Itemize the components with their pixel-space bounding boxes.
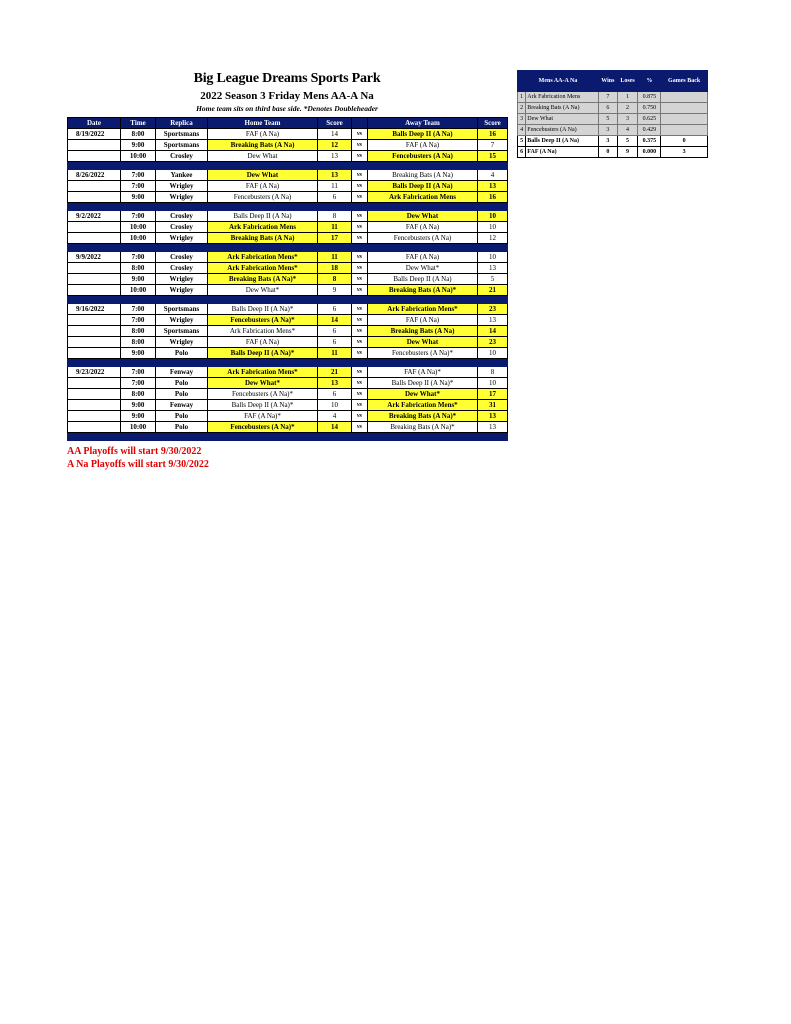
home-score-cell: 21 — [318, 367, 352, 378]
home-score-cell: 13 — [318, 151, 352, 162]
away-team-cell: Breaking Bats (A Na) — [368, 326, 478, 337]
away-team-cell: Dew What* — [368, 263, 478, 274]
table-row — [68, 411, 508, 422]
team-cell: FAF (A Na) — [526, 147, 599, 158]
home-team-cell: Ark Fabrication Mens* — [208, 326, 318, 337]
time-cell: 10:00 — [121, 422, 156, 433]
date-cell — [68, 400, 121, 411]
field-cell: Crosley — [156, 252, 208, 263]
home-team-cell: Balls Deep II (A Na)* — [208, 304, 318, 315]
col-header-away-score: Score — [478, 118, 508, 129]
time-cell: 10:00 — [121, 151, 156, 162]
week-separator — [68, 433, 508, 441]
separator-cell — [68, 244, 508, 252]
away-score-cell: 10 — [478, 348, 508, 359]
table-row — [68, 367, 508, 378]
team-cell: Balls Deep II (A Na) — [526, 136, 599, 147]
standings-header-loses: Loses — [617, 71, 638, 92]
away-team-cell: Fencebusters (A Na)* — [368, 348, 478, 359]
date-cell: 9/23/2022 — [68, 367, 121, 378]
vs-cell: vs — [352, 181, 368, 192]
table-row — [68, 140, 508, 151]
table-row — [68, 274, 508, 285]
field-cell: Polo — [156, 411, 208, 422]
home-team-cell: Fencebusters (A Na)* — [208, 315, 318, 326]
col-header-time: Time — [121, 118, 156, 129]
away-score-cell: 4 — [478, 170, 508, 181]
games-back-cell — [661, 103, 708, 114]
page-subtitle: 2022 Season 3 Friday Mens AA-A Na — [200, 90, 374, 102]
home-team-cell: Breaking Bats (A Na) — [208, 233, 318, 244]
date-cell — [68, 151, 121, 162]
col-header-date: Date — [68, 118, 121, 129]
home-score-cell: 17 — [318, 233, 352, 244]
pct-cell: 0.875 — [638, 92, 661, 103]
date-cell — [68, 181, 121, 192]
vs-cell: vs — [352, 400, 368, 411]
col-header-vs — [352, 118, 368, 129]
field-cell: Wrigley — [156, 285, 208, 296]
home-team-cell: Balls Deep II (A Na)* — [208, 400, 318, 411]
away-team-cell: Balls Deep II (A Na) — [368, 181, 478, 192]
col-header-home-score: Score — [318, 118, 352, 129]
separator-cell — [68, 433, 508, 441]
away-team-cell: Fencebusters (A Na) — [368, 151, 478, 162]
separator-cell — [68, 359, 508, 367]
date-cell: 8/19/2022 — [68, 129, 121, 140]
time-cell: 8:00 — [121, 129, 156, 140]
date-cell — [68, 378, 121, 389]
time-cell: 8:00 — [121, 389, 156, 400]
home-score-cell: 11 — [318, 348, 352, 359]
away-score-cell: 10 — [478, 211, 508, 222]
wins-cell: 7 — [598, 92, 617, 103]
loses-cell: 9 — [617, 147, 638, 158]
away-team-cell: Ark Fabrication Mens — [368, 192, 478, 203]
vs-cell: vs — [352, 233, 368, 244]
standings-row — [518, 136, 708, 147]
table-row — [68, 129, 508, 140]
standings-header-games-back: Games Back — [661, 71, 708, 92]
away-score-cell: 13 — [478, 181, 508, 192]
week-separator — [68, 162, 508, 170]
playoff-note-aa: AA Playoffs will start 9/30/2022 — [67, 446, 202, 457]
table-row — [68, 181, 508, 192]
away-score-cell: 5 — [478, 274, 508, 285]
away-score-cell: 16 — [478, 192, 508, 203]
field-cell: Wrigley — [156, 181, 208, 192]
field-cell: Fenway — [156, 367, 208, 378]
field-cell: Sportsmans — [156, 140, 208, 151]
date-cell — [68, 263, 121, 274]
separator-cell — [68, 296, 508, 304]
home-score-cell: 8 — [318, 274, 352, 285]
vs-cell: vs — [352, 378, 368, 389]
date-cell — [68, 326, 121, 337]
home-score-cell: 14 — [318, 129, 352, 140]
field-cell: Crosley — [156, 151, 208, 162]
pct-cell: 0.625 — [638, 114, 661, 125]
home-team-cell: Ark Fabrication Mens* — [208, 263, 318, 274]
away-team-cell: Fencebusters (A Na) — [368, 233, 478, 244]
rank-cell: 5 — [518, 136, 526, 147]
vs-cell: vs — [352, 140, 368, 151]
pct-cell: 0.429 — [638, 125, 661, 136]
standings-row — [518, 147, 708, 158]
home-team-cell: FAF (A Na) — [208, 181, 318, 192]
vs-cell: vs — [352, 252, 368, 263]
col-header-home-team: Home Team — [208, 118, 318, 129]
time-cell: 10:00 — [121, 222, 156, 233]
away-team-cell: Ark Fabrication Mens* — [368, 400, 478, 411]
away-score-cell: 16 — [478, 129, 508, 140]
time-cell: 9:00 — [121, 411, 156, 422]
home-team-cell: Fencebusters (A Na)* — [208, 422, 318, 433]
home-team-cell: FAF (A Na) — [208, 337, 318, 348]
away-team-cell: FAF (A Na) — [368, 140, 478, 151]
table-row — [68, 233, 508, 244]
home-team-cell: Dew What — [208, 170, 318, 181]
away-team-cell: Breaking Bats (A Na)* — [368, 422, 478, 433]
time-cell: 7:00 — [121, 211, 156, 222]
field-cell: Crosley — [156, 211, 208, 222]
home-team-cell: Dew What* — [208, 285, 318, 296]
col-header-away-team: Away Team — [368, 118, 478, 129]
away-score-cell: 10 — [478, 222, 508, 233]
date-cell: 8/26/2022 — [68, 170, 121, 181]
away-score-cell: 13 — [478, 263, 508, 274]
home-team-cell: FAF (A Na)* — [208, 411, 318, 422]
week-separator — [68, 296, 508, 304]
wins-cell: 3 — [598, 125, 617, 136]
vs-cell: vs — [352, 389, 368, 400]
schedule-header-row — [68, 118, 508, 129]
field-cell: Wrigley — [156, 315, 208, 326]
vs-cell: vs — [352, 151, 368, 162]
rank-cell: 4 — [518, 125, 526, 136]
home-team-cell: Ark Fabrication Mens* — [208, 367, 318, 378]
vs-cell: vs — [352, 326, 368, 337]
pct-cell: 0.000 — [638, 147, 661, 158]
table-row — [68, 285, 508, 296]
loses-cell: 2 — [617, 103, 638, 114]
date-cell: 9/9/2022 — [68, 252, 121, 263]
field-cell: Polo — [156, 378, 208, 389]
date-cell — [68, 285, 121, 296]
home-score-cell: 6 — [318, 304, 352, 315]
home-score-cell: 14 — [318, 315, 352, 326]
away-team-cell: Breaking Bats (A Na)* — [368, 411, 478, 422]
loses-cell: 5 — [617, 136, 638, 147]
home-team-cell: Breaking Bats (A Na)* — [208, 274, 318, 285]
home-score-cell: 13 — [318, 170, 352, 181]
time-cell: 9:00 — [121, 192, 156, 203]
date-cell — [68, 274, 121, 285]
vs-cell: vs — [352, 367, 368, 378]
schedule-table — [67, 117, 508, 441]
date-cell — [68, 337, 121, 348]
week-separator — [68, 244, 508, 252]
home-score-cell: 11 — [318, 222, 352, 233]
wins-cell: 5 — [598, 114, 617, 125]
wins-cell: 0 — [598, 147, 617, 158]
home-score-cell: 8 — [318, 211, 352, 222]
away-team-cell: Dew What — [368, 211, 478, 222]
away-score-cell: 15 — [478, 151, 508, 162]
away-team-cell: FAF (A Na) — [368, 222, 478, 233]
games-back-cell — [661, 92, 708, 103]
standings-row — [518, 92, 708, 103]
away-team-cell: Breaking Bats (A Na)* — [368, 285, 478, 296]
away-team-cell: Ark Fabrication Mens* — [368, 304, 478, 315]
away-team-cell: Dew What* — [368, 389, 478, 400]
loses-cell: 4 — [617, 125, 638, 136]
field-cell: Wrigley — [156, 274, 208, 285]
games-back-cell: 3 — [661, 147, 708, 158]
schedule-note: Home team sits on third base side. *Denotes Doubleheader — [196, 104, 378, 113]
wins-cell: 3 — [598, 136, 617, 147]
home-team-cell: Ark Fabrication Mens* — [208, 252, 318, 263]
away-score-cell: 13 — [478, 422, 508, 433]
rank-cell: 3 — [518, 114, 526, 125]
home-score-cell: 14 — [318, 422, 352, 433]
table-row — [68, 151, 508, 162]
away-team-cell: FAF (A Na) — [368, 252, 478, 263]
away-score-cell: 7 — [478, 140, 508, 151]
home-team-cell: Balls Deep II (A Na)* — [208, 348, 318, 359]
away-score-cell: 21 — [478, 285, 508, 296]
away-score-cell: 10 — [478, 252, 508, 263]
week-separator — [68, 359, 508, 367]
vs-cell: vs — [352, 411, 368, 422]
standings-body — [518, 92, 708, 158]
date-cell — [68, 315, 121, 326]
time-cell: 7:00 — [121, 252, 156, 263]
away-score-cell: 23 — [478, 304, 508, 315]
home-score-cell: 4 — [318, 411, 352, 422]
field-cell: Wrigley — [156, 192, 208, 203]
table-row — [68, 315, 508, 326]
field-cell: Sportsmans — [156, 326, 208, 337]
field-cell: Polo — [156, 422, 208, 433]
away-team-cell: Balls Deep II (A Na) — [368, 129, 478, 140]
table-row — [68, 337, 508, 348]
time-cell: 10:00 — [121, 285, 156, 296]
standings-header-division: Mens AA-A Na — [518, 71, 599, 92]
table-row — [68, 263, 508, 274]
time-cell: 7:00 — [121, 315, 156, 326]
wins-cell: 6 — [598, 103, 617, 114]
date-cell — [68, 192, 121, 203]
home-score-cell: 9 — [318, 285, 352, 296]
home-score-cell: 13 — [318, 378, 352, 389]
col-header-replica: Replica — [156, 118, 208, 129]
vs-cell: vs — [352, 274, 368, 285]
away-team-cell: Dew What — [368, 337, 478, 348]
time-cell: 7:00 — [121, 304, 156, 315]
pct-cell: 0.375 — [638, 136, 661, 147]
home-score-cell: 6 — [318, 337, 352, 348]
field-cell: Sportsmans — [156, 304, 208, 315]
away-score-cell: 13 — [478, 411, 508, 422]
team-cell: Dew What — [526, 114, 599, 125]
vs-cell: vs — [352, 285, 368, 296]
home-score-cell: 11 — [318, 181, 352, 192]
home-team-cell: Balls Deep II (A Na) — [208, 211, 318, 222]
week-separator — [68, 203, 508, 211]
standings-header-wins: Wins — [598, 71, 617, 92]
time-cell: 7:00 — [121, 378, 156, 389]
vs-cell: vs — [352, 170, 368, 181]
vs-cell: vs — [352, 222, 368, 233]
home-score-cell: 6 — [318, 192, 352, 203]
away-score-cell: 17 — [478, 389, 508, 400]
table-row — [68, 378, 508, 389]
away-team-cell: FAF (A Na) — [368, 315, 478, 326]
time-cell: 8:00 — [121, 337, 156, 348]
date-cell — [68, 411, 121, 422]
playoff-note-a-na: A Na Playoffs will start 9/30/2022 — [67, 459, 209, 470]
games-back-cell — [661, 125, 708, 136]
date-cell — [68, 348, 121, 359]
time-cell: 9:00 — [121, 274, 156, 285]
home-score-cell: 11 — [318, 252, 352, 263]
vs-cell: vs — [352, 304, 368, 315]
away-score-cell: 13 — [478, 315, 508, 326]
time-cell: 9:00 — [121, 400, 156, 411]
table-row — [68, 252, 508, 263]
date-cell: 9/2/2022 — [68, 211, 121, 222]
home-team-cell: Fencebusters (A Na)* — [208, 389, 318, 400]
standings-table — [517, 70, 708, 158]
field-cell: Crosley — [156, 263, 208, 274]
date-cell — [68, 389, 121, 400]
vs-cell: vs — [352, 129, 368, 140]
away-team-cell: FAF (A Na)* — [368, 367, 478, 378]
date-cell: 9/16/2022 — [68, 304, 121, 315]
date-cell — [68, 140, 121, 151]
away-score-cell: 14 — [478, 326, 508, 337]
away-score-cell: 31 — [478, 400, 508, 411]
home-team-cell: Dew What — [208, 151, 318, 162]
table-row — [68, 211, 508, 222]
home-score-cell: 6 — [318, 389, 352, 400]
team-cell: Fencebusters (A Na) — [526, 125, 599, 136]
vs-cell: vs — [352, 192, 368, 203]
standings-header-row — [518, 71, 708, 92]
time-cell: 10:00 — [121, 233, 156, 244]
field-cell: Sportsmans — [156, 129, 208, 140]
home-team-cell: Fencebusters (A Na) — [208, 192, 318, 203]
rank-cell: 1 — [518, 92, 526, 103]
standings-row — [518, 125, 708, 136]
date-cell — [68, 222, 121, 233]
away-score-cell: 8 — [478, 367, 508, 378]
team-cell: Ark Fabrication Mens — [526, 92, 599, 103]
time-cell: 9:00 — [121, 140, 156, 151]
pct-cell: 0.750 — [638, 103, 661, 114]
table-row — [68, 348, 508, 359]
field-cell: Crosley — [156, 222, 208, 233]
field-cell: Wrigley — [156, 337, 208, 348]
time-cell: 7:00 — [121, 181, 156, 192]
home-team-cell: Ark Fabrication Mens — [208, 222, 318, 233]
standings-row — [518, 114, 708, 125]
home-score-cell: 10 — [318, 400, 352, 411]
vs-cell: vs — [352, 337, 368, 348]
vs-cell: vs — [352, 263, 368, 274]
table-row — [68, 389, 508, 400]
separator-cell — [68, 203, 508, 211]
away-team-cell: Balls Deep II (A Na)* — [368, 378, 478, 389]
home-team-cell: Breaking Bats (A Na) — [208, 140, 318, 151]
standings-header-pct: % — [638, 71, 661, 92]
away-score-cell: 12 — [478, 233, 508, 244]
vs-cell: vs — [352, 315, 368, 326]
home-score-cell: 12 — [318, 140, 352, 151]
field-cell: Fenway — [156, 400, 208, 411]
away-team-cell: Balls Deep II (A Na) — [368, 274, 478, 285]
table-row — [68, 422, 508, 433]
table-row — [68, 304, 508, 315]
table-row — [68, 170, 508, 181]
time-cell: 8:00 — [121, 263, 156, 274]
field-cell: Wrigley — [156, 233, 208, 244]
rank-cell: 2 — [518, 103, 526, 114]
vs-cell: vs — [352, 422, 368, 433]
loses-cell: 3 — [617, 114, 638, 125]
time-cell: 7:00 — [121, 170, 156, 181]
home-team-cell: FAF (A Na) — [208, 129, 318, 140]
away-score-cell: 23 — [478, 337, 508, 348]
time-cell: 9:00 — [121, 348, 156, 359]
vs-cell: vs — [352, 348, 368, 359]
field-cell: Polo — [156, 348, 208, 359]
loses-cell: 1 — [617, 92, 638, 103]
away-score-cell: 10 — [478, 378, 508, 389]
separator-cell — [68, 162, 508, 170]
date-cell — [68, 422, 121, 433]
games-back-cell: 0 — [661, 136, 708, 147]
home-team-cell: Dew What* — [208, 378, 318, 389]
time-cell: 7:00 — [121, 367, 156, 378]
page-title: Big League Dreams Sports Park — [193, 71, 381, 86]
standings-row — [518, 103, 708, 114]
table-row — [68, 400, 508, 411]
field-cell: Yankee — [156, 170, 208, 181]
home-score-cell: 18 — [318, 263, 352, 274]
vs-cell: vs — [352, 211, 368, 222]
rank-cell: 6 — [518, 147, 526, 158]
home-score-cell: 6 — [318, 326, 352, 337]
schedule-body — [68, 129, 508, 441]
table-row — [68, 192, 508, 203]
games-back-cell — [661, 114, 708, 125]
away-team-cell: Breaking Bats (A Na) — [368, 170, 478, 181]
table-row — [68, 326, 508, 337]
date-cell — [68, 233, 121, 244]
team-cell: Breaking Bats (A Na) — [526, 103, 599, 114]
table-row — [68, 222, 508, 233]
field-cell: Polo — [156, 389, 208, 400]
time-cell: 8:00 — [121, 326, 156, 337]
